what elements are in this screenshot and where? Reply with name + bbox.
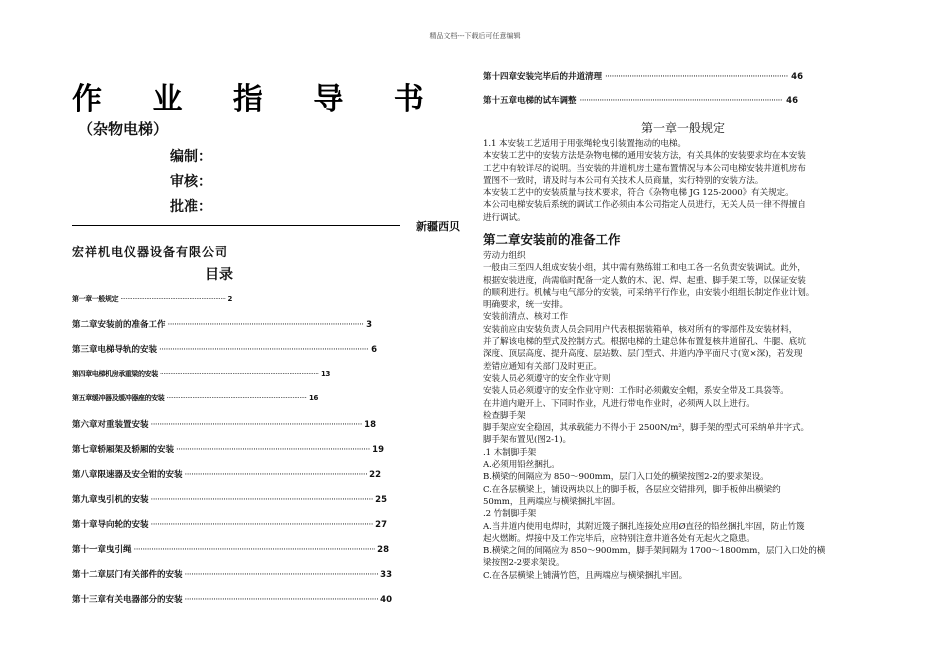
paragraph-line: 安装人员必须遵守的安全作业守则：工作时必须戴安全帽，系安全带及工具袋等。 [483,386,789,397]
toc-item[interactable]: 第六章对重装置安装 ····· 18 [72,418,376,432]
paragraph-line: 并了解该电梯的型式及控制方式。根据电梯的土建总体布置复核井道留孔、牛腿、底坑 [483,337,806,348]
toc-item[interactable]: 第二章安装前的准备工作 ····· 3 [72,318,372,332]
paragraph-line: 差错应通知有关部门及时更正。 [483,361,602,372]
paragraph-line: 明确要求，统一安排。 [483,300,568,311]
paragraph-line: C.在各层横梁上铺满竹笆，且两端应与横梁捆扎牢固。 [483,570,688,581]
toc-title: 目录 [205,267,233,283]
chapter2-heading: 第二章安装前的准备工作 [483,232,621,247]
paragraph-line: 1.1 本安装工艺适用于用张绳轮曳引装置拖动的电梯。 [483,139,686,149]
toc-item[interactable]: 第十一章曳引绳 ····· 28 [72,543,389,557]
toc-item[interactable]: 第四章电梯机房承重梁的安装 ····· 13 [72,369,330,383]
paragraph-line: .1 木制脚手架 [483,447,537,458]
paragraph-line: 50mm，且两端应与横梁捆扎牢固。 [483,496,621,507]
paragraph-line: A.当井道内使用电焊时，其附近篾子捆扎连接处应用Ø直径的铅丝捆扎牢固，防止竹篾 [483,521,805,532]
toc-item[interactable]: 第八章限速器及安全钳的安装 ····· 22 [72,468,381,482]
toc-item[interactable]: 第十二章层门有关部件的安装 ····· 33 [72,568,392,582]
paragraph-line: 脚手架布置见(图2-1)。 [483,435,571,446]
paragraph-line: 在井道内避开上、下同时作业，凡进行带电作业时，必须两人以上进行。 [483,398,755,409]
reviewer-label: 审核： [170,174,212,190]
paragraph-line: B.横梁的间隔应为 850～900mm，层门入口处的横梁按图2-2的要求架设。 [483,472,769,483]
header-note: 精品文档---下载后可任意编辑 [429,32,521,40]
paragraph-line: 本公司电梯安装后系统的调试工作必须由本公司指定人员进行，无关人员一律不得擅自 [483,200,806,211]
paragraph-line: B.横梁之间的间隔应为 850～900mm，脚手架间隔为 1700～1800mm，层门入口处的横 [483,546,826,557]
paragraph-line: 安装前应由安装负责人员会同用户代表根据装箱单，核对所有的零部件及安装材料， [483,324,798,335]
paragraph-line: 起火燃断。焊接中及工作完毕后，应特别注意井道各处有无起火之隐患。 [483,533,755,544]
editor-label: 编制： [170,149,212,165]
chapter1-body [483,138,883,224]
paragraph-line: 一般由三至四人组成安装小组，其中需有熟练钳工和电工各一名负责安装调试。此外， [483,263,806,274]
document-title: 作 业 指 导 书 [72,82,444,117]
paragraph-line: 进行调试。 [483,212,526,223]
paragraph-line: 脚手架应安全稳固，其承载能力不得小于 2500N/m²，脚手架的型式可采纳单井字式。 [483,423,810,434]
toc-item[interactable]: 第十四章安装完毕后的井道清理 ····· 46 [483,70,803,84]
location-text: 新疆西贝 [416,220,460,233]
paragraph-line: 检查脚手架 [483,410,526,421]
chapter1-heading: 第一章一般规定 [640,121,725,135]
paragraph-line: 安装前清点、核对工作 [483,312,568,323]
paragraph-line: C.在各层横梁上，铺设两块以上的脚手板，各层应交错排列，脚手板伸出横梁约 [483,484,781,495]
toc-item[interactable]: 第七章轿厢架及轿厢的安装 ····· 19 [72,443,384,457]
document-subtitle: （杂物电梯） [78,120,169,138]
paragraph-line: 工艺中有较详尽的说明。当安装的井道机房土建布置情况与本公司电梯安装井道机房布 [483,163,806,174]
paragraph-line: A.必须用铅丝捆扎。 [483,460,560,471]
toc-item[interactable]: 第五章缓冲器及缓冲器座的安装 ····· 16 [72,393,318,407]
paragraph-line: 根据安装进度，尚需临时配备一定人数的木、泥、焊、起重、脚手架工等，以保证安装 [483,275,806,286]
paragraph-line: .2 竹制脚手架 [483,509,537,520]
paragraph-line: 劳动力组织 [483,251,526,261]
paragraph-line: 的顺利进行。机械与电气部分的安装，可采纳平行作业，由安装小组组长制定作业计划。 [483,287,815,298]
chapter2-body [483,250,883,582]
paragraph-line: 本安装工艺中的安装方法是杂物电梯的通用安装方法，有关具体的安装要求均在本安装 [483,151,806,162]
toc-item[interactable]: 第十章导向轮的安装 ····· 27 [72,518,387,532]
paragraph-line: 安装人员必须遵守的安全作业守则 [483,373,611,384]
horizontal-divider [72,225,400,226]
toc-item[interactable]: 第九章曳引机的安装 ····· 25 [72,493,387,507]
paragraph-line: 梁按图2-2要求架设。 [483,558,565,569]
cover-rule [72,218,460,232]
paragraph-line: 置图不一致时，请及时与本公司有关技术人员商量，实行特别的安装方法。 [483,175,764,186]
paragraph-line: 深度、顶层高度、提升高度、层站数、层门型式、井道内净平面尺寸(宽×深)，若发现 [483,349,803,360]
approver-label: 批准： [170,199,212,215]
company-name: 宏祥机电仪器设备有限公司 [72,245,229,259]
paragraph-line: 本安装工艺中的安装质量与技术要求，符合《杂物电梯 JG 125-2000》有关规定。 [483,188,794,199]
toc-item[interactable]: 第十三章有关电器部分的安装 ····· 40 [72,593,392,607]
toc-item[interactable]: 第三章电梯导轨的安装 ····· 6 [72,343,377,357]
toc-item[interactable]: 第一章一般规定 ····· 2 [72,294,232,308]
toc-item[interactable]: 第十五章电梯的试车调整 ····· 46 [483,94,798,108]
